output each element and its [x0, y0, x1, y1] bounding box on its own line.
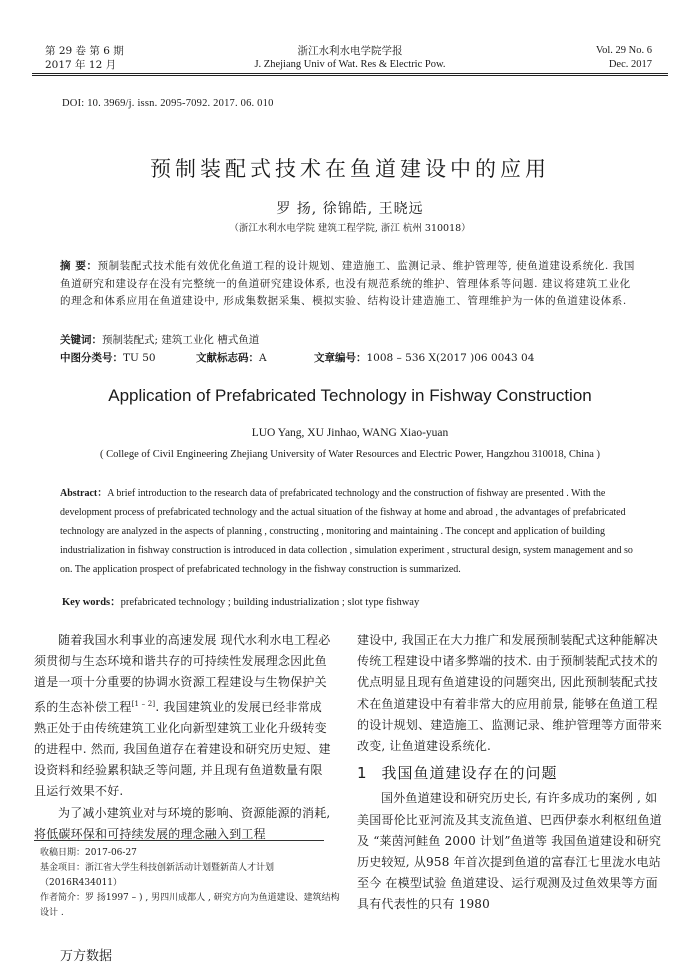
journal-name-cn: 浙江水利水电学院学报 [297, 45, 403, 57]
clc-label: 中图分类号： [60, 352, 123, 364]
clc-value: TU 50 [123, 352, 156, 364]
body-paragraph: 为了减小建筑业对与环境的影响、资源能源的消耗, 将低碳环保和可持续发展的理念融入到工程 [34, 805, 331, 841]
abstract-cn-text: 预制装配式技术能有效优化鱼道工程的设计规划、建造施工、监测记录、维护管理等, 使鱼道建设系统化. 我国鱼道研究和建设存在没有完整统一的鱼道研究建设体系, 也没有规范系统的维护、管理体系等问题. 建议将建筑工业化的理念和体系应用在鱼道建设中, 形成集数据采集、模拟实验、结构设计建造施工、管理维护为一体的鱼道建设体系. [60, 260, 636, 307]
citation[interactable]: [1 – 2] [131, 699, 156, 708]
issue-date: 2017 年 12 月 [45, 59, 117, 71]
doc-code-label: 文献标志码： [196, 352, 259, 364]
journal-name-en: J. Zhejiang Univ of Wat. Res & Electric Pow. [254, 59, 446, 70]
classification-line [60, 350, 640, 365]
keywords-cn-text: 预制装配式; 建筑工业化 槽式鱼道 [102, 334, 260, 346]
abstract-en-label: Abstract： [60, 488, 108, 499]
footnote-received: 收稿日期：2017-06-27 [40, 848, 137, 858]
paper-title-en: Application of Prefabricated Technology in Fishway Construction [108, 386, 592, 405]
footnote-fund: 基金项目：浙江省大学生科技创新活动计划暨新苗人才计划（2016R434011） [40, 863, 275, 888]
keywords-cn [60, 332, 259, 349]
abstract-en-text: A brief introduction to the research data of prefabricated technology and the construction of fishway are presented . With the development process of prefabricated technology and the actual situation of the fishway at home and abroad , the advantages of prefabricated technology are analyzed in the aspects of planning , constructing , monitoring and maintaining . The concept and application of building industrialization in fishway construction is introduced in data collection , simulation experiment , structural design, system management and so on. The application prospect of prefabricated technology in the fishway construction is summarized. [60, 488, 633, 575]
authors-en: LUO Yang, XU Jinhao, WANG Xiao-yuan [251, 427, 449, 439]
issue-date-en: Dec. 2017 [608, 59, 652, 70]
section-heading [357, 763, 665, 784]
doi[interactable]: DOI: 10. 3969/j. issn. 2095-7092. 2017. 06. 010 [62, 98, 274, 109]
footnote-author: 作者简介：罗 扬1997 – ) , 男四川成都人 , 研究方向为鱼道建设、建筑结构设计 . [40, 893, 340, 918]
body-column-left [34, 630, 334, 845]
body-column-right [357, 630, 665, 916]
abstract-cn-label: 摘 要： [60, 260, 98, 272]
keywords-en-label: Key words： [62, 597, 121, 608]
body-text: 随着我国水利事业的高速发展 现代水利水电工程必须贯彻与生态环境和谐共存的可持续性发展理念因此鱼道是一项十分重要的协调水资源工程建设与生物保护关系的生态补偿工程 [34, 633, 331, 714]
article-no-label: 文章编号： [314, 352, 367, 364]
doc-code-value: A [259, 352, 267, 364]
header-rule-2 [32, 75, 668, 76]
section-number: 1 [357, 764, 368, 783]
keywords-en [62, 594, 419, 609]
journal-name [200, 44, 500, 72]
affiliation-en: ( College of Civil Engineering Zhejiang University of Water Resources and Electric Power, Hangzhou 310018, China ) [99, 449, 601, 460]
footnotes [40, 846, 340, 921]
body-paragraph [34, 630, 334, 803]
authors-cn: 罗 扬, 徐锦皓, 王晓远 [276, 201, 424, 217]
journal-volume-info-en [512, 44, 652, 72]
paper-title-cn: 预制装配式技术在鱼道建设中的应用 [150, 157, 550, 181]
keywords-cn-label: 关键词： [60, 334, 102, 346]
header-rule [32, 73, 668, 74]
affiliation-cn: （浙江水利水电学院 建筑工程学院, 浙江 杭州 310018） [229, 223, 471, 234]
footnote-rule [34, 840, 324, 841]
keywords-en-text: prefabricated technology ; building industrialization ; slot type fishway [120, 597, 420, 608]
watermark: 万方数据 [60, 949, 113, 964]
article-no-value: 1008 – 536 X(2017 )06 0043 04 [366, 352, 535, 364]
abstract-en [60, 484, 640, 579]
section-title: 我国鱼道建设存在的问题 [381, 764, 558, 783]
volume-issue-en: Vol. 29 No. 6 [595, 45, 652, 56]
body-text: . 我国建筑业的发展已经非常成熟正处于由传统建筑工业化向新型建筑工业化升级转变的进程中. 然而, 我国鱼道存在着建设和研究历史短、建设资料和经验累积缺乏等问题, 并且现有鱼道数量有限且运行效果不好. [34, 699, 331, 799]
journal-volume-info [45, 44, 165, 72]
abstract-cn [60, 258, 640, 311]
body-paragraph: 建设中, 我国正在大力推广和发展预制装配式这种能解决传统工程建设中诸多弊端的技术. 由于预制装配式技术的优点明显且现有鱼道建设的问题突出, 因此预制装配式技术在鱼道建设中有着非常大的应用前景, 能够在鱼道工程的设计规划、建造施工、监测记录、维护管理等方面带来改变, 让鱼道建设系统化. [357, 633, 663, 754]
body-paragraph: 国外鱼道建设和研究历史长, 有许多成功的案例 , 如美国哥伦比亚河流及其支流鱼道、巴西伊泰水利枢纽鱼道及 “莱茵河鲑鱼 2000 计划”鱼道等 我国鱼道建设和研究历史较短, 从958 年首次提到鱼道的富春江七里泷水电站至今 在模型试验 鱼道建设、运行观测及过鱼效果等方面具有代表性的只有 1980 [357, 791, 663, 912]
volume-issue: 第 29 卷 第 6 期 [45, 45, 124, 57]
